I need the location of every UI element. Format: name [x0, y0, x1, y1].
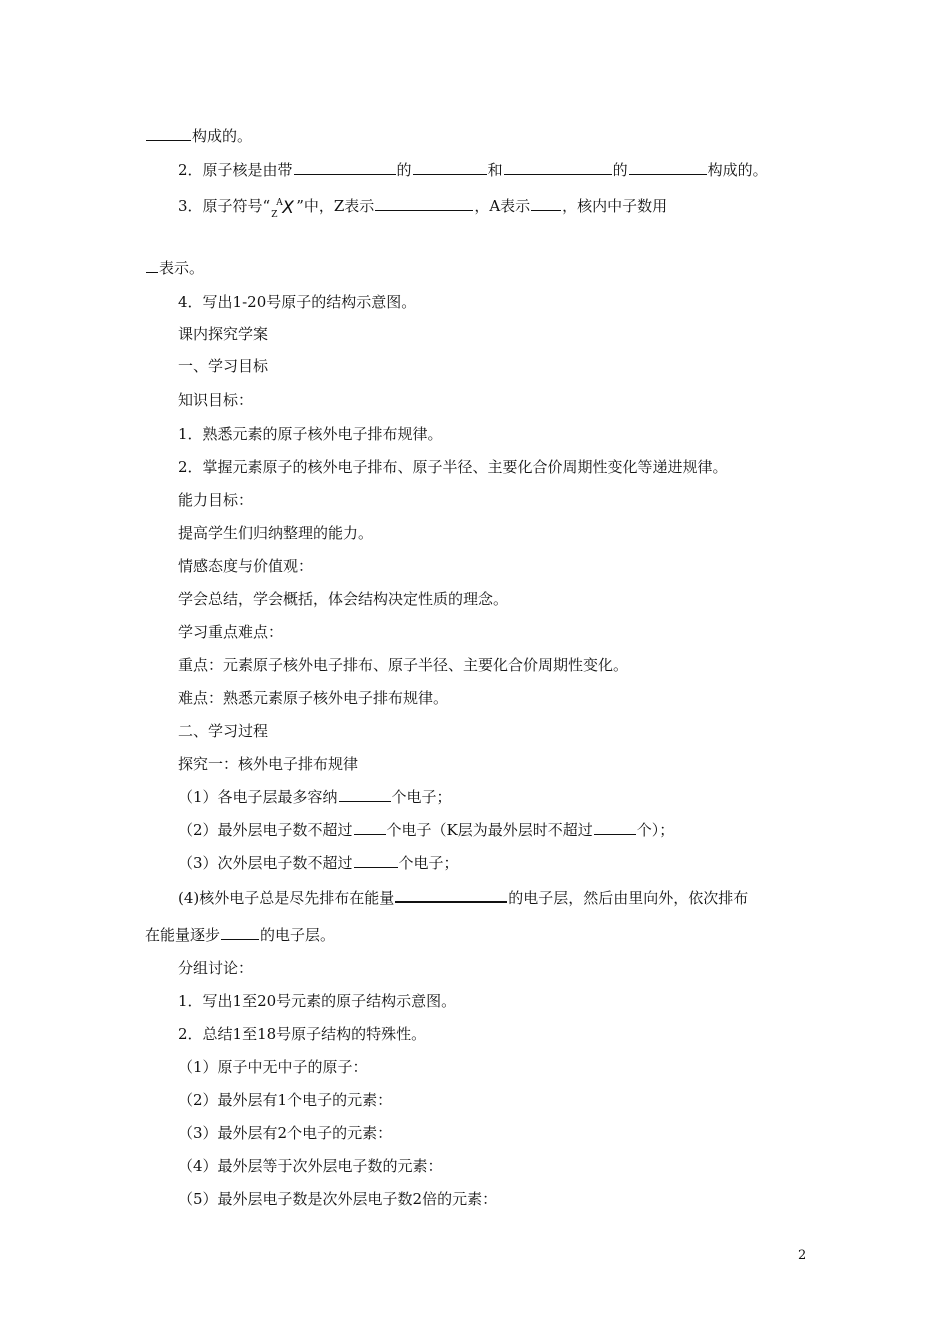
line-r2 — [178, 820, 674, 840]
line-text: 2．总结1至18号原子结构的特殊性。 — [178, 1025, 427, 1043]
line-text: 2．原子核是由带 — [178, 161, 293, 179]
line-s1 — [178, 1057, 368, 1077]
line-text: 情感态度与价值观： — [178, 557, 314, 575]
line-q3a — [178, 196, 668, 220]
line-text: （2）最外层有1个电子的元素： — [178, 1091, 393, 1109]
fill-in-blank — [413, 160, 487, 175]
line-text: 一、学习目标 — [178, 357, 269, 375]
line-goals-title — [178, 356, 268, 376]
line-text: 构成的。 — [707, 161, 768, 179]
line-r4a — [178, 887, 748, 908]
line-r4b — [145, 925, 335, 945]
line-text: 在能量逐步 — [145, 926, 221, 944]
line-emotion — [178, 589, 508, 609]
line-text: 1．熟悉元素的原子核外电子排布规律。 — [178, 425, 443, 443]
fill-in-blank — [294, 160, 396, 175]
line-text: （5）最外层电子数是次外层电子数2倍的元素： — [178, 1190, 498, 1208]
line-d2 — [178, 1024, 426, 1044]
line-s2 — [178, 1090, 392, 1110]
line-r1 — [178, 787, 452, 807]
line-knowledge-title — [178, 390, 253, 410]
line-text: 4．写出1-20号原子的结构示意图。 — [178, 293, 417, 311]
line-text: 个电子； — [398, 854, 459, 872]
line-text: 学习重点难点： — [178, 623, 284, 641]
line-s4 — [178, 1156, 443, 1176]
fill-in-blank — [629, 160, 707, 175]
line-q3b — [145, 258, 204, 278]
line-k1 — [178, 424, 443, 444]
fill-in-blank — [221, 925, 259, 940]
fill-in-blank — [594, 820, 636, 835]
line-text: 难点：熟悉元素原子核外电子排布规律。 — [178, 689, 449, 707]
fill-in-blank — [146, 258, 158, 273]
line-sec-title — [178, 324, 268, 344]
line-text: 知识目标： — [178, 391, 254, 409]
line-text: (4)核外电子总是尽先排布在能量 — [178, 889, 395, 907]
line-q4 — [178, 292, 416, 312]
line-q2 — [178, 160, 768, 180]
line-text: 课内探究学案 — [178, 325, 269, 343]
fill-in-blank — [146, 126, 191, 141]
line-text: 探究一：核外电子排布规律 — [178, 755, 359, 773]
line-text: 表示。 — [159, 259, 205, 277]
page-number: 2 — [798, 1248, 807, 1263]
fill-in-blank — [375, 196, 473, 211]
line-text: （3）次外层电子数不超过 — [178, 854, 353, 872]
line-emotion-title — [178, 556, 313, 576]
line-intro-end — [145, 126, 252, 146]
line-text: 构成的。 — [192, 127, 253, 145]
line-text: 的 — [612, 161, 628, 179]
line-text: 的电子层。 — [260, 926, 336, 944]
line-text: 和 — [487, 161, 503, 179]
line-s5 — [178, 1189, 497, 1209]
line-difficulty — [178, 688, 448, 708]
line-text: （1）原子中无中子的原子： — [178, 1058, 368, 1076]
line-text: （1）各电子层最多容纳 — [178, 788, 338, 806]
fill-in-blank — [354, 820, 386, 835]
line-s3 — [178, 1123, 392, 1143]
line-text: （2）最外层电子数不超过 — [178, 821, 353, 839]
element-symbol: X — [282, 198, 294, 218]
line-text: ，核内中子数用 — [562, 197, 668, 215]
atomic-number: Z — [271, 210, 278, 220]
line-text: 的电子层，然后由里向外，依次排布 — [508, 889, 749, 907]
line-explore1 — [178, 754, 358, 774]
line-text: 2．掌握元素原子的核外电子排布、原子半径、主要化合价周期性变化等递进规律。 — [178, 458, 728, 476]
line-text: （4）最外层等于次外层电子数的元素： — [178, 1157, 443, 1175]
line-text: ，A表示 — [474, 197, 531, 215]
line-text: 个）； — [636, 821, 675, 839]
line-ability — [178, 523, 373, 543]
line-text: ”中，Z表示 — [296, 197, 375, 215]
line-text: 提高学生们归纳整理的能力。 — [178, 524, 374, 542]
line-k2 — [178, 457, 728, 477]
line-key-title — [178, 622, 283, 642]
line-text: 二、学习过程 — [178, 722, 269, 740]
line-ability-title — [178, 490, 253, 510]
line-text: 重点：元素原子核外电子排布、原子半径、主要化合价周期性变化。 — [178, 656, 629, 674]
fill-in-blank — [504, 160, 612, 175]
line-text: （3）最外层有2个电子的元素： — [178, 1124, 393, 1142]
line-d1 — [178, 991, 456, 1011]
line-process-title — [178, 721, 268, 741]
line-key — [178, 655, 628, 675]
line-text: 3．原子符号“ — [178, 197, 271, 215]
line-text: 个电子（K层为最外层时不超过 — [386, 821, 593, 839]
nuclide-symbol — [270, 196, 296, 220]
line-discuss-title — [178, 958, 253, 978]
fill-in-blank — [339, 787, 391, 802]
fill-in-blank — [531, 196, 561, 211]
line-text: 学会总结，学会概括，体会结构决定性质的理念。 — [178, 590, 509, 608]
line-r3 — [178, 853, 459, 873]
line-text: 能力目标： — [178, 491, 254, 509]
fill-in-blank — [354, 853, 398, 868]
fill-in-blank — [395, 887, 507, 903]
line-text: 的 — [396, 161, 412, 179]
line-text: 个电子； — [391, 788, 452, 806]
mass-number: A — [276, 198, 283, 208]
line-text: 分组讨论： — [178, 959, 254, 977]
line-text: 1．写出1至20号元素的原子结构示意图。 — [178, 992, 457, 1010]
